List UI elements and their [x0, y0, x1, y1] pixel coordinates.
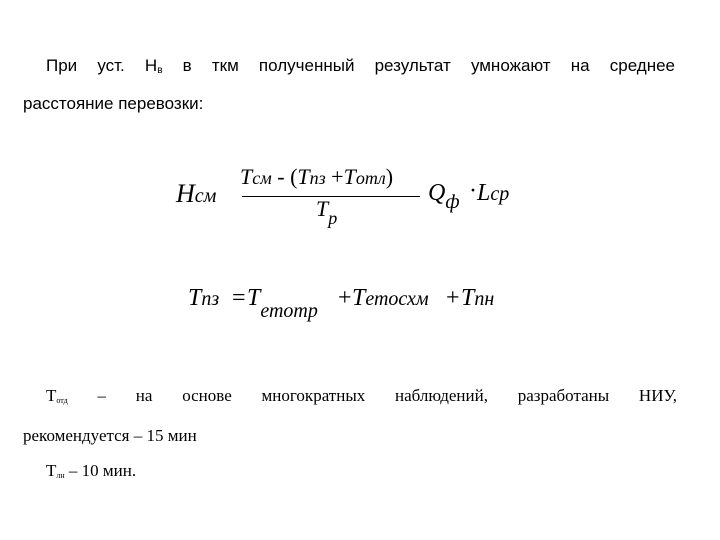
paragraph1-text: в ткм полученный результат умножают на среднее [162, 56, 675, 75]
paragraph1-line1 [46, 56, 675, 76]
paragraph2-subscript: отд [56, 396, 68, 405]
formula2-term1: $T_{етотр}$ [247, 285, 318, 322]
paragraph2-line1 [46, 386, 677, 406]
formula2-plus2: + [446, 285, 460, 311]
formula1-q-factor: $Q_ф$ [428, 180, 460, 213]
paragraph2-prefix: Т [46, 386, 57, 405]
paragraph2-text: – на основе многократных наблюдений, разработаны НИУ, [67, 386, 677, 405]
formula2-term2: Tетосхм [352, 285, 429, 311]
paragraph3 [46, 461, 136, 481]
paragraph1-prefix: При уст. Н [46, 56, 158, 75]
paragraph1-line2: расстояние перевозки: [23, 94, 204, 113]
paragraph1-subscript: в [157, 65, 163, 76]
formula2-term3: Tпн [461, 285, 495, 311]
formula1-numerator: Tсм - (Tпз +Tотл) [240, 164, 394, 189]
paragraph2-line2: рекомендуется – 15 мин [23, 426, 197, 445]
formula1-dot: · [469, 178, 477, 204]
formula2-lhs: Tпз [188, 285, 220, 311]
formula2-equals: = [232, 285, 246, 311]
formula1-denominator: $T_p$ [316, 196, 338, 228]
formula2-plus1: + [338, 285, 352, 311]
formula1-fraction-bar [242, 196, 420, 197]
formula1-l-factor: Lcp [477, 180, 510, 206]
paragraph3-subscript: лн [56, 471, 65, 480]
formula1-lhs: Hсм [176, 179, 217, 208]
paragraph3-prefix: Т [46, 461, 57, 480]
paragraph3-text: – 10 мин. [64, 461, 137, 480]
